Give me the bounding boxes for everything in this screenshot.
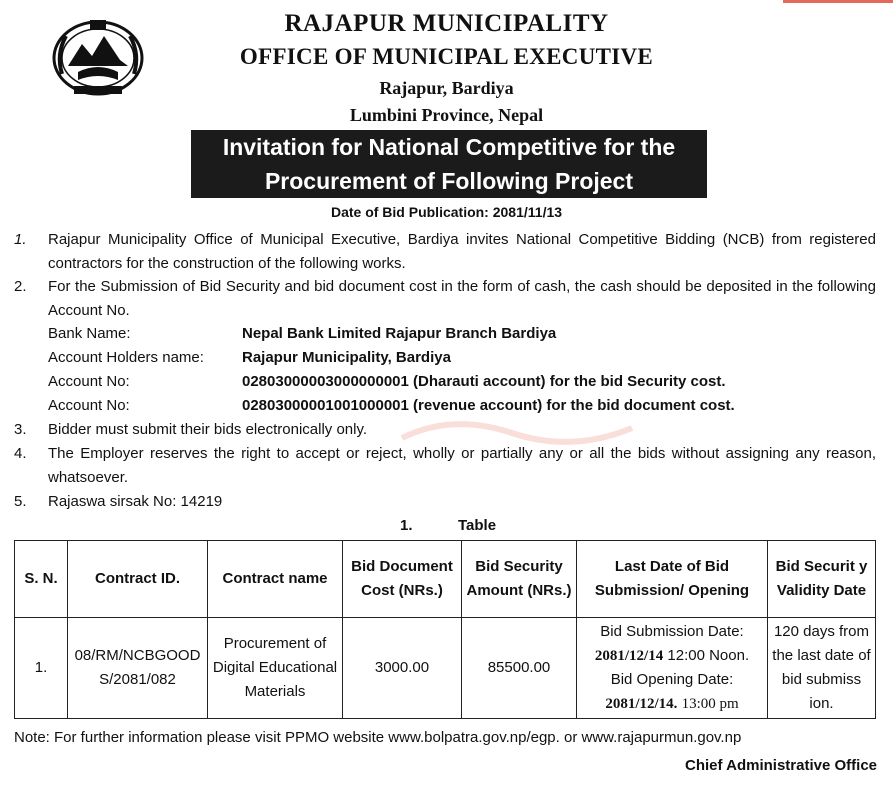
opening-date-line <box>581 692 763 716</box>
banner-line-1: Invitation for National Competitive for the <box>222 134 676 160</box>
paragraph-4 <box>14 442 876 490</box>
table-caption-number: 1. <box>400 517 413 534</box>
paragraph-text: For the Submission of Bid Security and bid document cost in the form of cash, the cash should be deposited in the following Account No. <box>48 278 876 319</box>
submission-time: 12:00 Noon. <box>667 647 750 664</box>
paragraph-number: 1. <box>14 231 27 248</box>
location: Rajapur, Bardiya <box>379 78 514 98</box>
header-contract-id: Contract ID. <box>68 541 208 618</box>
paragraph-number: 2. <box>14 278 27 295</box>
cell-contract-name: Procurement of Digital Educational Materials <box>208 618 343 719</box>
opening-time: 13:00 pm <box>681 696 739 712</box>
cell-doc-cost: 3000.00 <box>343 618 462 719</box>
header-contract-name: Contract name <box>208 541 343 618</box>
paragraph-text: The Employer reserves the right to accept or reject, wholly or partially any or all the bids without assigning any reason, whatsoever. <box>48 445 876 486</box>
paragraph-number: 3. <box>14 421 27 438</box>
bank-row <box>48 370 726 394</box>
paragraph-3 <box>14 418 876 442</box>
header-sn: S. N. <box>15 541 68 618</box>
cell-security-amount: 85500.00 <box>462 618 577 719</box>
paragraph-text: Rajaswa sirsak No: 14219 <box>48 493 223 510</box>
paragraph-text: Bidder must submit their bids electronically only. <box>48 421 368 438</box>
bank-label: Account No: <box>48 397 130 414</box>
opening-label: Bid Opening Date: <box>610 671 734 688</box>
paragraph-1 <box>14 228 876 276</box>
paragraph-5 <box>14 490 876 514</box>
table-caption-label: Table <box>458 517 497 534</box>
footer-note: Note: For further information please visit PPMO website www.bolpatra.gov.np/egp. or www.rajapurmun.gov.np <box>14 729 742 746</box>
submission-date: 2081/12/14 <box>594 648 664 664</box>
bank-value: Rajapur Municipality, Bardiya <box>242 349 451 366</box>
corner-accent <box>783 0 893 3</box>
signature: Chief Administrative Office <box>685 757 877 774</box>
bank-value: 02803000003000000001 (Dharauti account) for the bid Security cost. <box>242 373 726 390</box>
bank-value: Nepal Bank Limited Rajapur Branch Bardiya <box>242 325 557 342</box>
header-validity: Bid Securit y Validity Date <box>768 541 876 618</box>
cell-dates <box>577 618 768 719</box>
banner-line-2: Procurement of Following Project <box>264 168 634 194</box>
header-security-amount: Bid Security Amount (NRs.) <box>462 541 577 618</box>
bank-value: 02803000001001000001 (revenue account) for the bid document cost. <box>242 397 735 414</box>
bank-row <box>48 346 451 370</box>
cell-sn: 1. <box>15 618 68 719</box>
bank-label: Account Holders name: <box>48 349 204 366</box>
bank-label: Bank Name: <box>48 325 131 342</box>
publication-date: Date of Bid Publication: 2081/11/13 <box>330 204 563 220</box>
paragraph-2 <box>14 275 876 323</box>
paragraph-text: Rajapur Municipality Office of Municipal Executive, Bardiya invites National Competitive Bidding (NCB) from registered contractors for the construction of the following works. <box>48 231 876 272</box>
opening-date: 2081/12/14. <box>605 696 678 712</box>
header-doc-cost: Bid Document Cost (NRs.) <box>343 541 462 618</box>
cell-validity: 120 days from the last date of bid submiss ion. <box>768 618 876 719</box>
bid-table <box>14 540 876 719</box>
province: Lumbini Province, Nepal <box>349 105 544 125</box>
title-banner <box>191 130 707 198</box>
table-header-row <box>15 541 876 618</box>
header-last-date: Last Date of Bid Submission/ Opening <box>577 541 768 618</box>
submission-label: Bid Submission Date: <box>600 623 744 640</box>
bank-label: Account No: <box>48 373 130 390</box>
table-row <box>15 618 876 719</box>
top-border <box>0 0 893 3</box>
paragraph-number: 4. <box>14 445 27 462</box>
office-name: OFFICE OF MUNICIPAL EXECUTIVE <box>239 44 654 69</box>
submission-date-line <box>581 644 763 668</box>
municipality-name: RAJAPUR MUNICIPALITY <box>284 10 609 37</box>
paragraph-number: 5. <box>14 493 27 510</box>
cell-contract-id: 08/RM/NCBGOODS/2081/082 <box>68 618 208 719</box>
bank-row <box>48 322 556 346</box>
